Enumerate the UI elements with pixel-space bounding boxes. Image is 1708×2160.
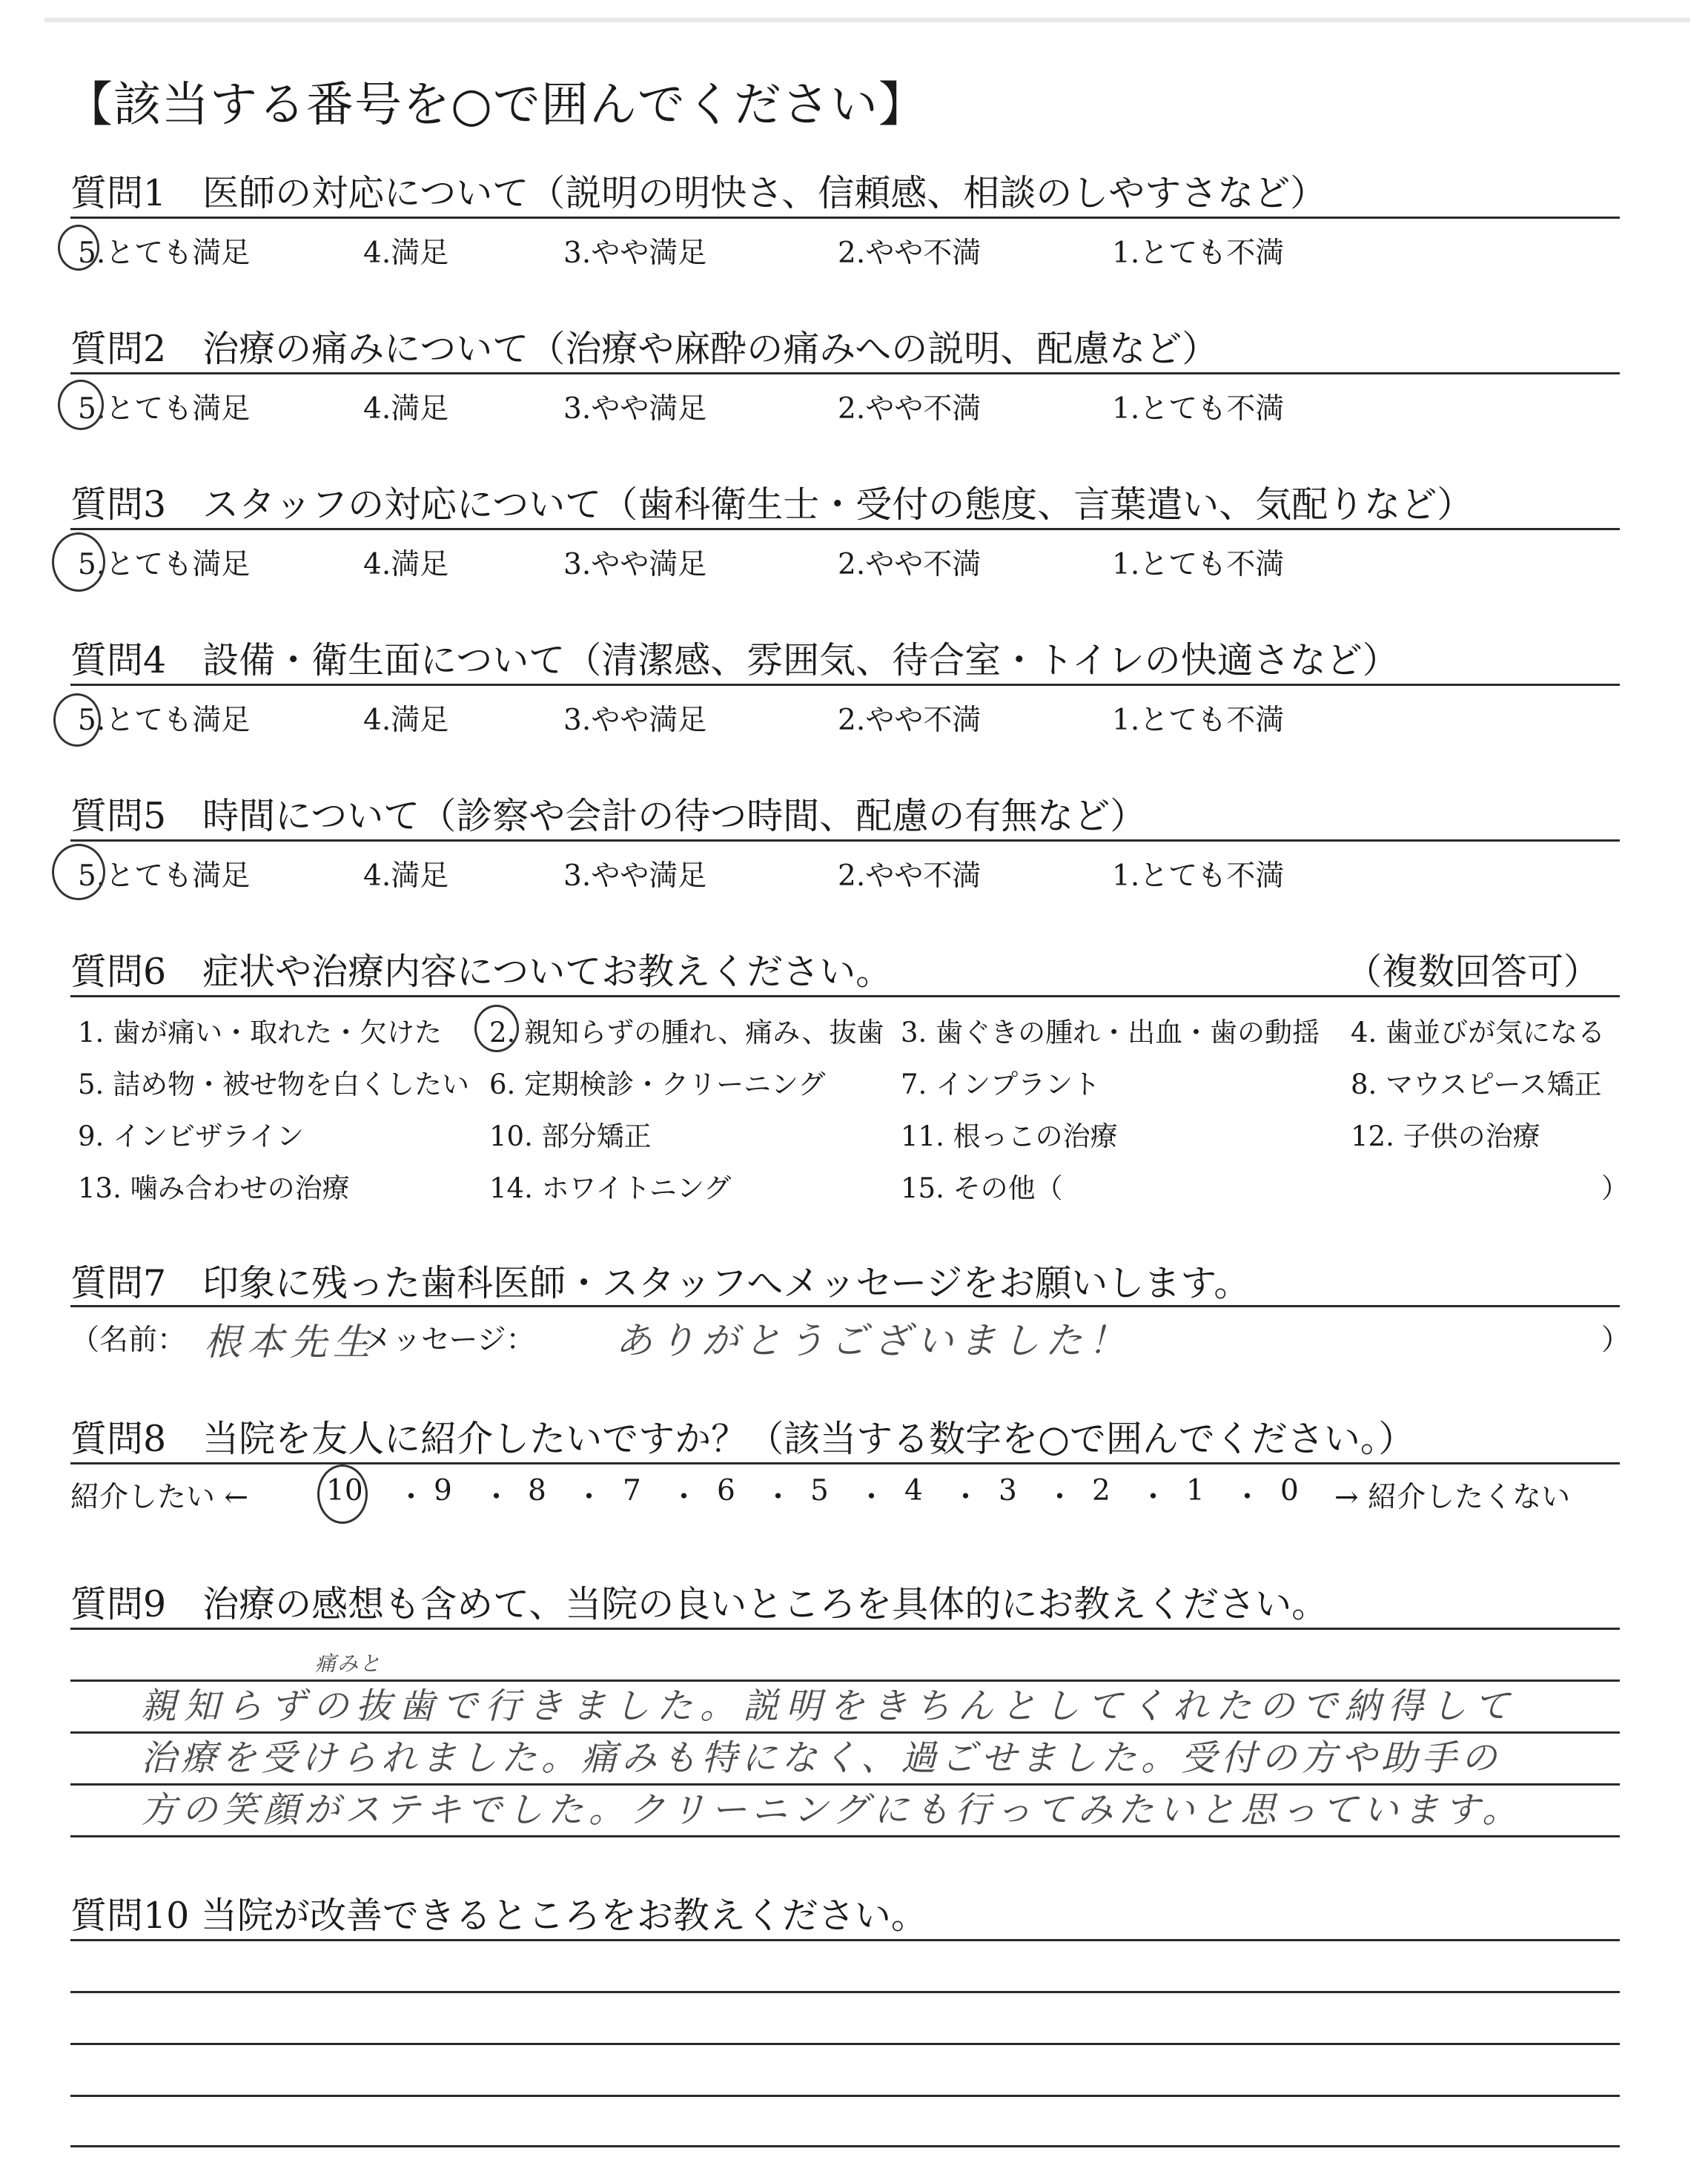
q4-option-4[interactable]: 4.満足 [363, 704, 449, 737]
q8-scale-0[interactable]: 0 [1280, 1474, 1299, 1507]
q8-scale-10[interactable]: 10 [326, 1474, 363, 1507]
q5-option-2[interactable]: 2.やや不満 [838, 859, 982, 893]
q6-item-3[interactable]: 3. 歯ぐきの腫れ・出血・歯の動揺 [901, 1017, 1320, 1048]
q6-item-13[interactable]: 13. 噛み合わせの治療 [78, 1172, 350, 1204]
q7-message-label: メッセージ： [363, 1324, 535, 1357]
q8-right-label: → 紹介したくない [1334, 1481, 1571, 1514]
q8-scale-6[interactable]: 6 [717, 1474, 735, 1507]
q8-selection-circle [317, 1464, 368, 1524]
q6-item-10[interactable]: 10. 部分矯正 [489, 1120, 652, 1152]
q8-scale-5[interactable]: 5 [810, 1474, 829, 1507]
q8-rule [70, 1462, 1620, 1464]
q6-item-2[interactable]: 2. 親知らずの腫れ、痛み、抜歯 [489, 1017, 884, 1048]
q5-selection-circle [52, 844, 105, 900]
q10-writing-line[interactable] [70, 2145, 1620, 2147]
q2-option-1[interactable]: 1.とても不満 [1112, 392, 1285, 426]
q3-option-4[interactable]: 4.満足 [363, 548, 449, 581]
q3-option-5[interactable]: 5.とても満足 [78, 548, 251, 581]
q6-item-6[interactable]: 6. 定期検診・クリーニング [489, 1069, 826, 1100]
q2-option-3[interactable]: 3.やや満足 [563, 392, 707, 426]
q6-item-1[interactable]: 1. 歯が痛い・取れた・欠けた [78, 1017, 443, 1048]
q9-writing-line [70, 1835, 1620, 1837]
q8-scale-7[interactable]: 7 [623, 1474, 641, 1507]
q8-dot: ・ [951, 1481, 981, 1514]
q9-answer-line-2[interactable]: 治療を受けられました。痛みも特になく、過ごせました。受付の方や助手の [141, 1737, 1502, 1779]
q2-title: 質問2 治療の痛みについて（治療や麻酔の痛みへの説明、配慮など） [70, 328, 1219, 370]
q2-option-4[interactable]: 4.満足 [363, 392, 449, 426]
q6-item-5[interactable]: 5. 詰め物・被せ物を白くしたい [78, 1069, 470, 1100]
q4-title: 質問4 設備・衛生面について（清潔感、雰囲気、待合室・トイレの快適さなど） [70, 639, 1399, 681]
q10-writing-line[interactable] [70, 1991, 1620, 1993]
q7-rule [70, 1305, 1620, 1307]
q8-dot: ・ [1233, 1481, 1262, 1514]
q1-option-2[interactable]: 2.やや不満 [838, 237, 982, 270]
q8-scale-4[interactable]: 4 [904, 1474, 923, 1507]
q4-option-2[interactable]: 2.やや不満 [838, 704, 982, 737]
q7-name-value[interactable]: 根本先生 [204, 1321, 376, 1364]
q6-item-12[interactable]: 12. 子供の治療 [1351, 1120, 1540, 1152]
q1-title: 質問1 医師の対応について（説明の明快さ、信頼感、相談のしやすさなど） [70, 172, 1327, 214]
q6-rule [70, 995, 1620, 997]
q8-dot: ・ [575, 1481, 604, 1514]
q9-answer-line-3[interactable]: 方の笑顔がステキでした。クリーニングにも行ってみたいと思っています。 [141, 1789, 1523, 1831]
q8-dot: ・ [482, 1481, 512, 1514]
q6-item-8[interactable]: 8. マウスピース矯正 [1351, 1069, 1602, 1100]
q2-selection-circle [58, 380, 104, 430]
q6-selection-circle [474, 1005, 519, 1052]
q8-scale-9[interactable]: 9 [434, 1474, 452, 1507]
q6-item-15[interactable]: 15. その他（ [901, 1172, 1063, 1204]
q6-item-7[interactable]: 7. インプラント [901, 1069, 1101, 1100]
q8-dot: ・ [1045, 1481, 1075, 1514]
q1-selection-circle [58, 225, 99, 271]
q3-selection-circle [52, 532, 105, 592]
q8-scale-3[interactable]: 3 [999, 1474, 1017, 1507]
q6-multiple-note: （複数回答可） [1345, 951, 1601, 993]
instruction-heading: 【該当する番号を○で囲んでください】 [65, 78, 927, 133]
q8-scale-2[interactable]: 2 [1092, 1474, 1110, 1507]
q10-writing-line[interactable] [70, 2095, 1620, 2097]
q9-title: 質問9 治療の感想も含めて、当院の良いところを具体的にお教えください。 [70, 1583, 1328, 1625]
q10-writing-line[interactable] [70, 2043, 1620, 2045]
q8-left-label: 紹介したい ← [70, 1481, 249, 1514]
q6-title: 質問6 症状や治療内容についてお教えください。 [70, 951, 893, 993]
q10-title: 質問10 当院が改善できるところをお教えください。 [70, 1895, 927, 1937]
q6-item-9[interactable]: 9. インビザライン [78, 1120, 304, 1152]
q4-selection-circle [53, 693, 101, 747]
q3-option-1[interactable]: 1.とても不満 [1112, 548, 1285, 581]
q6-item-4[interactable]: 4. 歯並びが気になる [1351, 1017, 1606, 1048]
q3-option-2[interactable]: 2.やや不満 [838, 548, 982, 581]
q4-option-1[interactable]: 1.とても不満 [1112, 704, 1285, 737]
q4-option-5[interactable]: 5.とても満足 [78, 704, 251, 737]
q4-option-3[interactable]: 3.やや満足 [563, 704, 707, 737]
q9-insertion-note: 痛みと [315, 1651, 383, 1676]
q1-option-1[interactable]: 1.とても不満 [1112, 237, 1285, 270]
q2-option-2[interactable]: 2.やや不満 [838, 392, 982, 426]
q5-title: 質問5 時間について（診察や会計の待つ時間、配慮の有無など） [70, 795, 1147, 837]
q8-dot: ・ [397, 1481, 426, 1514]
q5-option-3[interactable]: 3.やや満足 [563, 859, 707, 893]
q1-option-3[interactable]: 3.やや満足 [563, 237, 707, 270]
q3-title: 質問3 スタッフの対応について（歯科衛生士・受付の態度、言葉遣い、気配りなど） [70, 483, 1474, 526]
q4-rule [70, 684, 1620, 686]
q1-option-5[interactable]: 5.とても満足 [78, 237, 251, 270]
q7-name-label: （名前： [70, 1324, 187, 1357]
q8-scale-1[interactable]: 1 [1186, 1474, 1205, 1507]
q1-rule [70, 217, 1620, 219]
q9-answer-line-1[interactable]: 親知らずの抜歯で行きました。説明をきちんとしてくれたので納得して [141, 1685, 1517, 1727]
q2-option-5[interactable]: 5.とても満足 [78, 392, 251, 426]
q7-message-value[interactable]: ありがとうございました！ [615, 1319, 1131, 1362]
q5-option-5[interactable]: 5.とても満足 [78, 859, 251, 893]
q5-option-4[interactable]: 4.満足 [363, 859, 449, 893]
q8-dot: ・ [857, 1481, 887, 1514]
q6-item-14[interactable]: 14. ホワイトニング [489, 1172, 732, 1204]
q8-scale-8[interactable]: 8 [528, 1474, 546, 1507]
q3-rule [70, 528, 1620, 530]
q2-rule [70, 372, 1620, 374]
q5-rule [70, 839, 1620, 842]
q8-dot: ・ [764, 1481, 793, 1514]
q6-item-11[interactable]: 11. 根っこの治療 [901, 1120, 1118, 1152]
q8-title: 質問8 当院を友人に紹介したいですか？（該当する数字を○で囲んでください。） [70, 1418, 1415, 1460]
q7-title: 質問7 印象に残った歯科医師・スタッフへメッセージをお願いします。 [70, 1262, 1251, 1304]
q10-rule [70, 1939, 1620, 1941]
q7-close-paren: ） [1601, 1324, 1631, 1357]
q5-option-1[interactable]: 1.とても不満 [1112, 859, 1285, 893]
q3-option-3[interactable]: 3.やや満足 [563, 548, 707, 581]
q6-item-15-close: ） [1601, 1172, 1629, 1204]
q8-dot: ・ [1139, 1481, 1168, 1514]
q1-option-4[interactable]: 4.満足 [363, 237, 449, 270]
q9-rule [70, 1628, 1620, 1630]
q8-dot: ・ [669, 1481, 699, 1514]
top-border [44, 18, 1690, 22]
